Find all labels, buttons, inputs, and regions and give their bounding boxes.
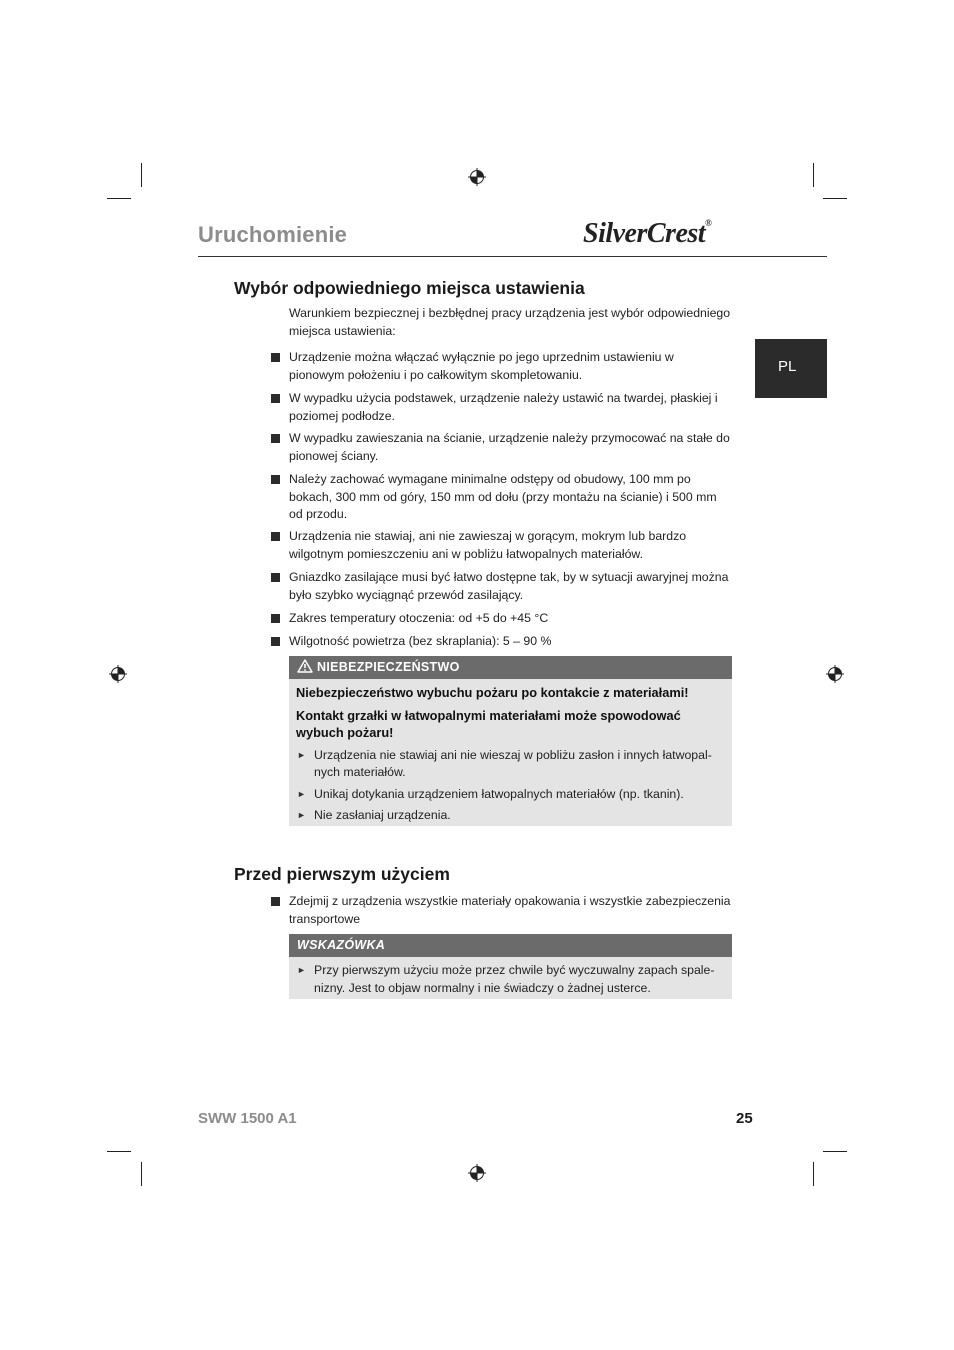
list-item: ► Urządzenia nie stawiaj ani nie wieszaj w pobliżu zasłon i innych łatwopal-nych materiałów. xyxy=(297,747,712,779)
list-item: W wypadku użycia podstawek, urządzenie należy ustawić na twardej, płaskiej i poziomej podłodze. xyxy=(271,390,731,425)
language-tab-label: PL xyxy=(778,358,797,375)
crop-mark xyxy=(141,163,142,187)
bullet-square-icon xyxy=(271,532,280,541)
danger-label: NIEBEZPIECZEŃSTWO xyxy=(317,660,460,674)
brand-logo: SilverCrest® xyxy=(583,218,712,249)
list-item: Wilgotność powietrza (bez skraplania): 5 – 90 % xyxy=(271,633,731,651)
crop-mark xyxy=(141,1162,142,1186)
list-item: ► Nie zasłaniaj urządzenia. xyxy=(289,807,732,825)
section-heading-first-use: Przed pierwszym użyciem xyxy=(234,864,450,884)
list-item: Należy zachować wymagane minimalne odstępy od obudowy, 100 mm po bokach, 300 mm od góry, 150 mm od dołu (przy montażu na ścianie) i 500 mm od przodu. xyxy=(271,471,731,524)
list-item: ► Unikaj dotykania urządzeniem łatwopalnych materiałów (np. tkanin). xyxy=(289,786,732,804)
arrow-right-icon: ► xyxy=(297,810,306,820)
list-item: Urządzenie można włączać wyłącznie po jego uprzednim ustawieniu w pionowym położeniu i po całkowitym skompletowaniu. xyxy=(271,349,731,384)
crop-mark xyxy=(813,163,814,187)
hint-box-header xyxy=(289,934,732,957)
list-item: Zakres temperatury otoczenia: od +5 do +45 °C xyxy=(271,610,731,628)
bullet-square-icon xyxy=(271,434,280,443)
danger-box xyxy=(289,656,732,826)
arrow-right-icon: ► xyxy=(297,965,306,975)
registration-mark-icon xyxy=(468,168,486,186)
list-item: ► Przy pierwszym użyciu może przez chwile być wyczuwalny zapach spale-nizny. Jest to objaw normalny i nie świadczy o żadnej usterce. xyxy=(297,963,715,995)
crop-mark xyxy=(107,198,131,199)
crop-mark xyxy=(813,1162,814,1186)
section-intro: Warunkiem bezpiecznej i bezbłędnej pracy urządzenia jest wybór odpowiedniego miejsca ustawienia: xyxy=(289,306,731,338)
danger-box-header xyxy=(289,656,732,679)
bullet-square-icon xyxy=(271,637,280,646)
page-number: 25 xyxy=(736,1110,753,1127)
hint-label: WSKAZÓWKA xyxy=(297,938,386,952)
section-heading-placement: Wybór odpowiedniego miejsca ustawienia xyxy=(234,278,585,298)
danger-subtitle: Kontakt grzałki w łatwopalnymi materiałami może spowodować wybuch pożaru! xyxy=(296,707,681,740)
registration-mark-icon xyxy=(826,665,844,683)
warning-triangle-icon xyxy=(297,659,313,673)
list-item: Zdejmij z urządzenia wszystkie materiały opakowania i wszystkie zabezpieczenia transportowe xyxy=(271,893,731,928)
header-divider xyxy=(198,256,827,257)
bullet-square-icon xyxy=(271,897,280,906)
arrow-right-icon: ► xyxy=(297,749,306,760)
danger-title: Niebezpieczeństwo wybuchu pożaru po kontakcie z materiałami! xyxy=(296,685,689,700)
hint-box xyxy=(289,934,732,999)
list-item: Urządzenia nie stawiaj, ani nie zawieszaj w gorącym, mokrym lub bardzo wilgotnym pomieszczeniu ani w pobliżu łatwopalnych materiałów. xyxy=(271,528,731,563)
page-title: Uruchomienie xyxy=(198,222,348,247)
bullet-square-icon xyxy=(271,353,280,362)
language-tab xyxy=(755,339,827,398)
list-item: W wypadku zawieszania na ścianie, urządzenie należy przymocować na stałe do pionowej ściany. xyxy=(271,430,731,465)
crop-mark xyxy=(823,198,847,199)
bullet-square-icon xyxy=(271,475,280,484)
bullet-square-icon xyxy=(271,614,280,623)
registration-mark-icon xyxy=(468,1164,486,1182)
footer-model: SWW 1500 A1 xyxy=(198,1110,297,1127)
crop-mark xyxy=(823,1151,847,1152)
bullet-square-icon xyxy=(271,573,280,582)
crop-mark xyxy=(107,1151,131,1152)
registration-mark-icon xyxy=(109,665,127,683)
list-item: Gniazdko zasilające musi być łatwo dostępne tak, by w sytuacji awaryjnej można było szybko wyciągnąć przewód zasilający. xyxy=(271,569,731,604)
arrow-right-icon: ► xyxy=(297,788,306,799)
bullet-square-icon xyxy=(271,394,280,403)
